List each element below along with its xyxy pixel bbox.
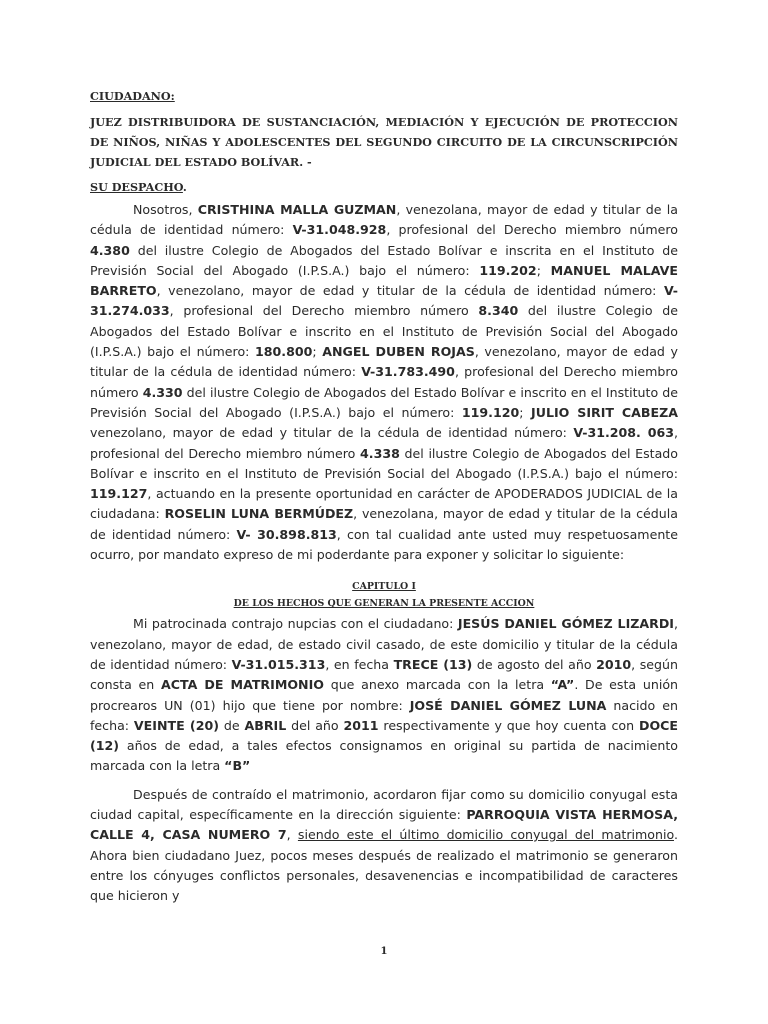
intro-text: ; <box>519 404 532 420</box>
id-number: V- 30.898.813 <box>236 526 337 542</box>
facts-text: . De esta unión procrearos UN (01) hijo que tiene por nombre: <box>90 677 678 713</box>
page-number: 1 <box>380 946 388 957</box>
facts-text: , <box>286 827 298 843</box>
facts-text: años de edad, a tales efectos consignamos en original su partida de nacimiento marcada con la letra <box>90 738 678 774</box>
intro-text: del ilustre Colegio de Abogados del Estado Bolívar e inscrito en el Instituto de Previsión Social del Abogado (I.P.S.A.) bajo el número: <box>90 384 678 420</box>
intro-text: , venezolana, mayor de edad y titular de la cédula de identidad número: <box>90 202 678 238</box>
facts-text: . Ahora bien ciudadano Juez, pocos meses después de realizado el matrimonio se generaron entre los cónyuges conflictos personales, desavenencias e incompatibilidad de caracteres que hicieron y <box>90 827 678 904</box>
intro-text: , profesional del Derecho miembro número <box>90 364 678 400</box>
intro-text: ; <box>312 344 323 360</box>
intro-text: , profesional del Derecho miembro número <box>90 425 678 461</box>
attorney-name: JULIO SIRIT CABEZA <box>531 404 678 420</box>
child-name: JOSÉ DANIEL GÓMEZ LUNA <box>409 697 607 713</box>
last-domicile-note: siendo este el último domicilio conyugal del matrimonio <box>297 827 674 843</box>
intro-text: , con tal cualidad ante usted muy respetuosamente ocurro, por mandato expreso de mi poderdante para exponer y solicitar lo siguiente: <box>90 526 678 563</box>
facts-text: que anexo marcada con la letra <box>324 677 551 693</box>
birth-month: ABRIL <box>244 717 287 733</box>
attorney-name: ANGEL DUBEN ROJAS <box>322 344 475 360</box>
facts-text: , según consta en <box>90 656 678 693</box>
court-heading: JUEZ DISTRIBUIDORA DE SUSTANCIACIÓN, MEDIACIÓN Y EJECUCIÓN DE PROTECCION DE NIÑOS, NIÑAS Y ADOLESCENTES DEL SEGUNDO CIRCUITO DE LA CIRCUNSCRIPCIÓN JUDICIAL DEL ESTADO BOLÍVAR. - <box>90 115 678 169</box>
birth-day: VEINTE (20) <box>133 717 219 733</box>
intro-text: , actuando en la presente oportunidad en carácter de APODERADOS JUDICIAL de la ciudadana: <box>90 486 678 522</box>
intro-text: venezolano, mayor de edad y titular de la cédula de identidad número: <box>90 425 574 441</box>
exhibit-letter-a: “A” <box>550 677 575 693</box>
facts-text: Mi patrocinada contrajo nupcias con el ciudadano: <box>133 616 458 632</box>
ipsa-number: 119.202 <box>479 262 537 278</box>
member-number: 4.330 <box>142 384 183 400</box>
intro-text: , profesional del Derecho miembro número <box>386 222 678 238</box>
attorney-name: MANUEL MALAVE BARRETO <box>90 262 678 299</box>
intro-text: ; <box>536 262 551 278</box>
member-number: 4.338 <box>360 445 400 461</box>
intro-text: , venezolana, mayor de edad y titular de la cédula de identidad número: <box>90 506 678 542</box>
intro-text: , profesional del Derecho miembro número <box>169 303 479 319</box>
facts-text: respectivamente y que hoy cuenta con <box>378 717 639 733</box>
despacho-text: SU DESPACHO <box>90 180 183 194</box>
birth-year: 2011 <box>343 717 379 733</box>
member-number: 4.380 <box>90 242 130 258</box>
client-name: ROSELIN LUNA BERMÚDEZ <box>164 506 354 522</box>
intro-text: del ilustre Colegio de Abogados del Estado Bolívar e inscrita en el Instituto de Previsión Social del Abogado (I.P.S.A.) bajo el número: <box>90 242 678 278</box>
intro-paragraph <box>90 200 678 565</box>
despacho-heading <box>90 177 678 197</box>
facts-text: del año <box>286 717 344 733</box>
document-page <box>90 86 678 907</box>
id-number: V-31.274.033 <box>90 283 678 319</box>
facts-text: de <box>218 717 245 733</box>
marital-address: PARROQUIA VISTA HERMOSA, CALLE 4, CASA NUMERO 7 <box>90 807 678 843</box>
facts-text: de agosto del año <box>472 656 597 672</box>
attorney-name: CRISTHINA MALLA GUZMAN <box>197 202 397 217</box>
child-age: DOCE (12) <box>90 717 679 754</box>
member-number: 8.340 <box>478 303 519 319</box>
ipsa-number: 180.800 <box>255 344 313 360</box>
id-number: V-31.048.928 <box>292 222 387 238</box>
id-number: V-31.015.313 <box>231 656 326 672</box>
id-number: V-31.208. 063 <box>573 425 674 441</box>
chapter-number: CAPITULO I <box>352 581 416 593</box>
facts-text: , venezolano, mayor de edad, de estado civil casado, de este domicilio y titular de la cédula de identidad número: <box>90 616 678 672</box>
ipsa-number: 119.127 <box>90 486 148 502</box>
facts-paragraph-2 <box>90 785 678 907</box>
facts-paragraph-1 <box>90 614 678 776</box>
intro-text: , venezolano, mayor de edad y titular de la cédula de identidad número: <box>90 344 678 380</box>
marriage-certificate: ACTA DE MATRIMONIO <box>160 677 324 693</box>
facts-text: Después de contraído el matrimonio, acordaron fijar como su domicilio conyugal esta ciudad capital, específicamente en la dirección siguiente: <box>90 786 678 823</box>
exhibit-letter-b: “B” <box>224 758 251 774</box>
marriage-year: 2010 <box>596 656 632 672</box>
intro-text: Nosotros, <box>133 202 198 217</box>
chapter-title: DE LOS HECHOS QUE GENERAN LA PRESENTE ACCION <box>233 598 535 610</box>
husband-name: JESÚS DANIEL GÓMEZ LIZARDI <box>457 616 674 632</box>
addressee-heading: CIUDADANO: <box>90 89 175 103</box>
facts-text: , en fecha <box>325 656 394 672</box>
intro-text: del ilustre Colegio de Abogados del Estado Bolívar e inscrito en el Instituto de Previsión Social del Abogado (I.P.S.A.) bajo el número: <box>90 303 678 360</box>
marriage-day: TRECE (13) <box>393 656 473 672</box>
despacho-period: . <box>182 180 187 194</box>
id-number: V-31.783.490 <box>361 364 455 380</box>
ipsa-number: 119.120 <box>461 404 520 420</box>
facts-text: nacido en fecha: <box>90 697 678 733</box>
intro-text: , venezolano, mayor de edad y titular de la cédula de identidad número: <box>156 283 664 299</box>
intro-text: del ilustre Colegio de Abogados del Estado Bolívar e inscrito en el Instituto de Previsión Social del Abogado (I.P.S.A.) bajo el número: <box>90 445 678 481</box>
